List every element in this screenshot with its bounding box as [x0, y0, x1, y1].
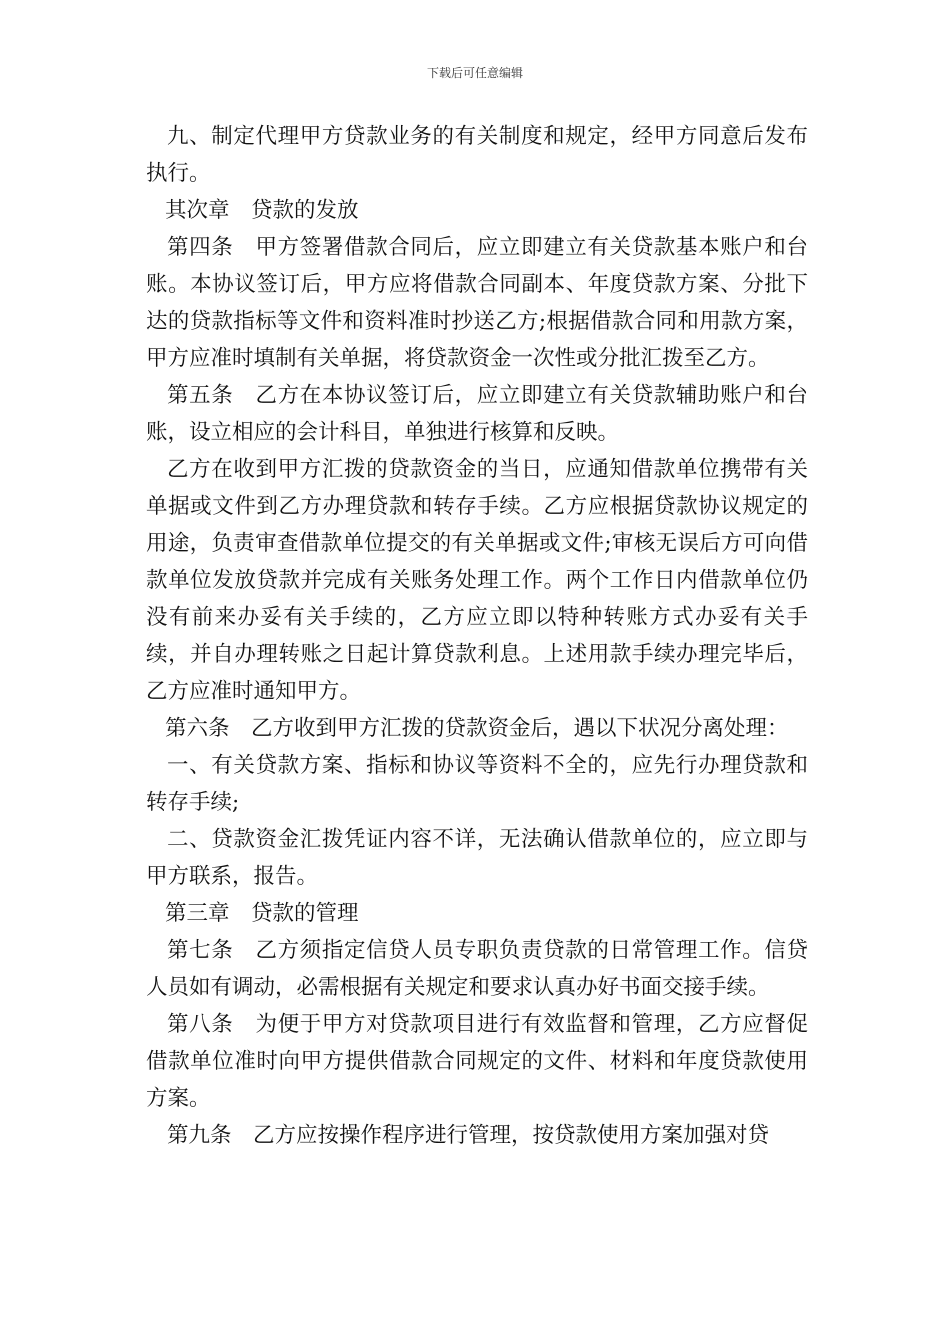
- chapter-heading-three: 第三章 贷款的管理: [165, 901, 359, 926]
- chapter-heading-two: 其次章 贷款的发放: [165, 198, 359, 223]
- page-header-note: 下载后可任意编辑: [426, 66, 523, 80]
- paragraph-article-four: 第四条 甲方签署借款合同后，应立即建立有关贷款基本账户和台账。本协议签订后，甲方应将借款合同副本、年度贷款方案、分批下达的贷款指标等文件和资料准时抄送乙方;根据借款合同和用款方案，甲方应准时填制有关单据，将贷款资金一次性或分批汇拨至乙方。: [146, 235, 808, 371]
- paragraph-article-six-item-one: 一、有关贷款方案、指标和协议等资料不全的，应先行办理贷款和转存手续;: [146, 753, 808, 815]
- paragraph-article-five-detail: 乙方在收到甲方汇拨的贷款资金的当日，应通知借款单位携带有关单据或文件到乙方办理贷款和转存手续。乙方应根据贷款协议规定的用途，负责审查借款单位提交的有关单据或文件;审核无误后方可向借款单位发放贷款并完成有关账务处理工作。两个工作日内借款单位仍没有前来办妥有关手续的，乙方应立即以特种转账方式办妥有关手续，并自办理转账之日起计算贷款利息。上述用款手续办理完毕后，乙方应准时通知甲方。: [146, 457, 808, 704]
- paragraph-article-eight: 第八条 为便于甲方对贷款项目进行有效监督和管理，乙方应督促借款单位准时向甲方提供借款合同规定的文件、材料和年度贷款使用方案。: [146, 1012, 808, 1111]
- paragraph-article-six: 第六条 乙方收到甲方汇拨的贷款资金后，遇以下状况分离处理：: [165, 716, 789, 741]
- paragraph-article-six-item-two: 二、贷款资金汇拨凭证内容不详，无法确认借款单位的，应立即与甲方联系，报告。: [146, 827, 808, 889]
- paragraph-article-seven: 第七条 乙方须指定信贷人员专职负责贷款的日常管理工作。信贷人员如有调动，必需根据有关规定和要求认真办好书面交接手续。: [146, 938, 808, 1000]
- paragraph-article-nine-item: 九、制定代理甲方贷款业务的有关制度和规定，经甲方同意后发布执行。: [146, 124, 808, 186]
- paragraph-article-nine: 第九条 乙方应按操作程序进行管理，按贷款使用方案加强对贷: [167, 1123, 770, 1148]
- paragraph-article-five: 第五条 乙方在本协议签订后，应立即建立有关贷款辅助账户和台账，设立相应的会计科目，单独进行核算和反映。: [146, 383, 808, 445]
- document-body: [146, 118, 808, 1154]
